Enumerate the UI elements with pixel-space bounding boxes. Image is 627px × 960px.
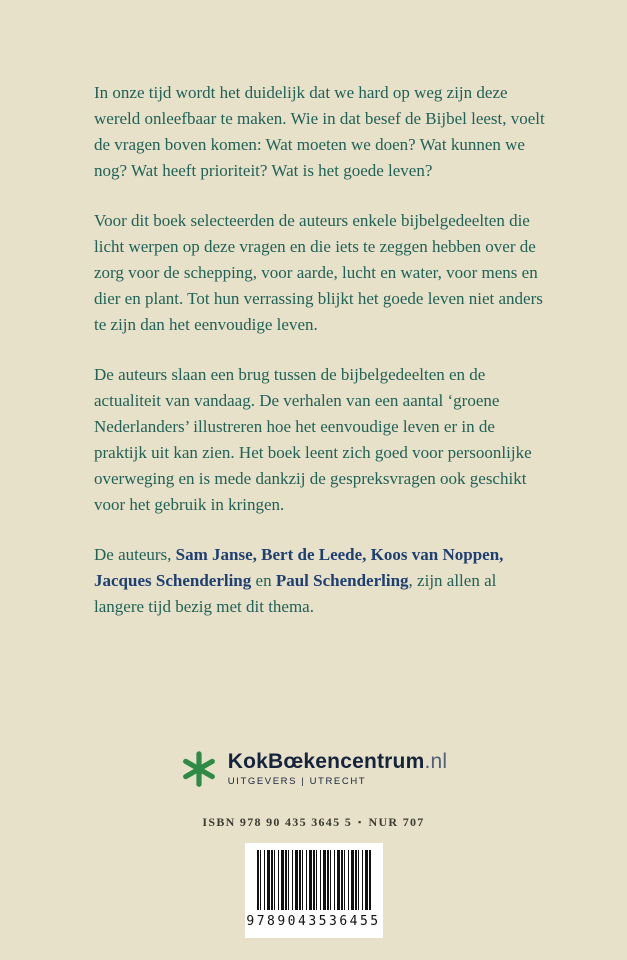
back-cover-text xyxy=(94,80,546,644)
paragraph-bridge: De auteurs slaan een brug tussen de bijbelgedeelten en de actualiteit van vandaag. De verhalen van een aantal ‘groene Nederlanders’ illustreren hoe het eenvoudige leven er in de praktijk uit kan zien. Het boek leent zich goed voor persoonlijke overweging en is mede dankzij de gespreksvragen ook geschikt voor het gebruik in kringen. xyxy=(94,365,532,514)
isbn-nur-line xyxy=(0,815,627,830)
authors-conjunction: en xyxy=(251,571,276,590)
publisher-logo-text xyxy=(228,751,447,787)
publisher-tagline: UITGEVERS | UTRECHT xyxy=(227,776,367,787)
paragraph-intro: In onze tijd wordt het duidelijk dat we hard op weg zijn deze wereld onleefbaar te maken. Wie in dat besef de Bijbel leest, voelt de vragen boven komen: Wat moeten we doen? Wat kunnen we nog? Wat heeft prioriteit? Wat is het goede leven? xyxy=(94,83,545,180)
barcode-number: 9789043536455 xyxy=(246,914,381,929)
barcode-panel xyxy=(245,843,383,938)
publisher-asterisk-icon xyxy=(180,750,218,788)
publisher-logo xyxy=(0,750,627,788)
paragraph-selection: Voor dit boek selecteerden de auteurs enkele bijbelgedeelten die licht werpen op deze vragen en die iets te zeggen hebben over de zorg voor de schepping, voor aarde, lucht en water, voor mens en dier en plant. Tot hun verrassing blijkt het goede leven niet anders te zijn dan het eenvoudige leven. xyxy=(94,211,543,334)
authors-suffix: , zijn allen al langere tijd bezig met dit thema. xyxy=(94,571,497,616)
publisher-name: KokBœkencentrum xyxy=(227,750,425,773)
nur-text: NUR 707 xyxy=(368,815,425,829)
separator-square-icon: ▪ xyxy=(358,817,363,827)
author-name-last: Paul Schenderling xyxy=(275,571,409,590)
barcode-bars xyxy=(257,850,371,910)
isbn-text: ISBN 978 90 435 3645 5 xyxy=(202,815,352,829)
author-names-group: Sam Janse, Bert de Leede, Koos van Noppen, Jacques Schenderling xyxy=(94,545,504,590)
publisher-domain-suffix: .nl xyxy=(424,750,448,773)
publisher-name-line xyxy=(228,751,447,773)
paragraph-authors xyxy=(94,542,546,620)
authors-prefix: De auteurs, xyxy=(94,545,176,564)
